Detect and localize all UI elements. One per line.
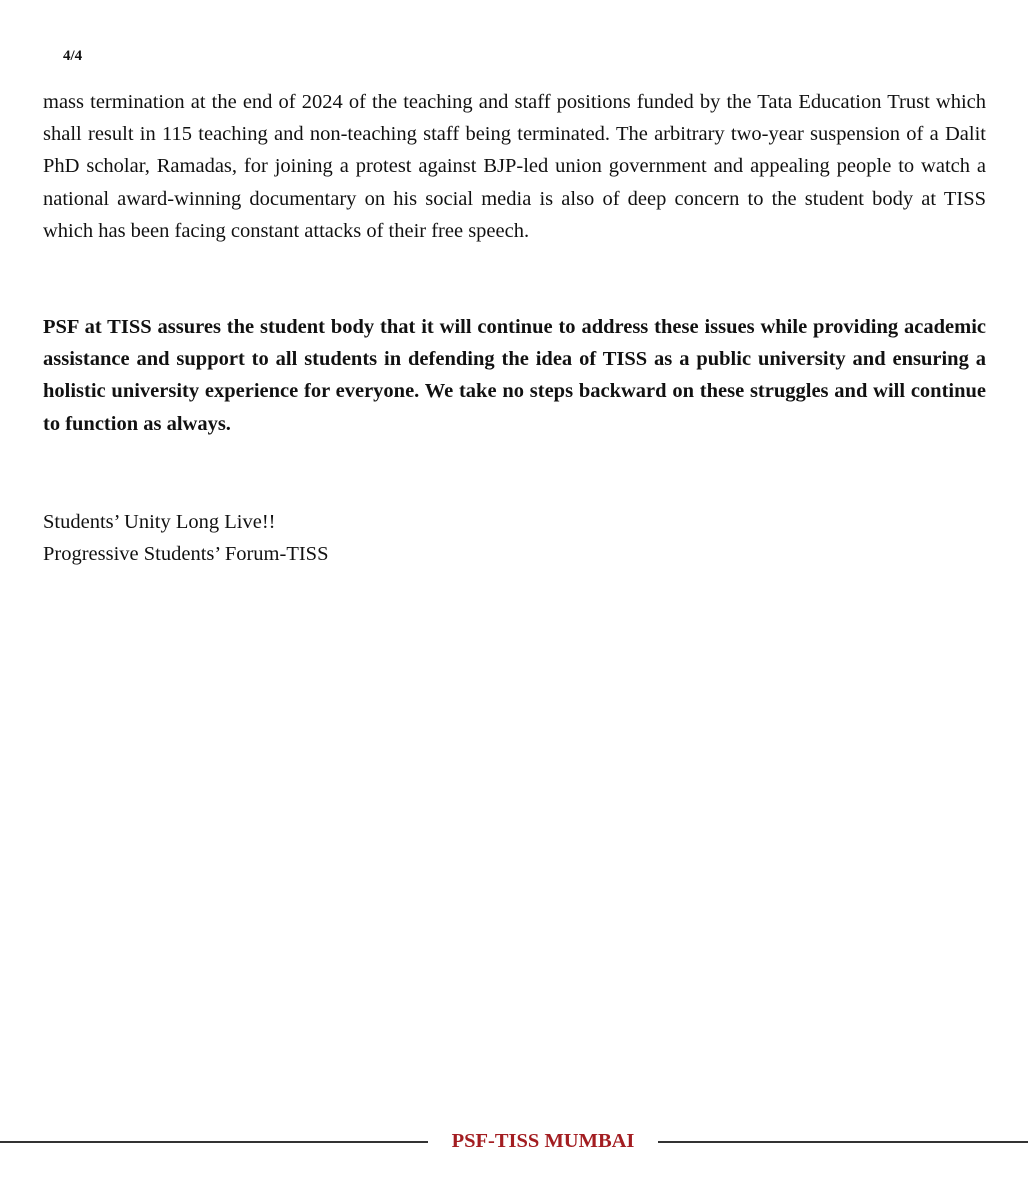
footer-rule-left — [0, 1141, 428, 1143]
signoff-block — [43, 506, 328, 570]
body-paragraph-1: mass termination at the end of 2024 of the teaching and staff positions funded by the Tata Education Trust which shall result in 115 teaching and non-teaching staff being terminated. The arbitrary two-year suspension of a Dalit PhD scholar, Ramadas, for joining a protest against BJP-led union government and appealing people to watch a national award-winning documentary on his social media is also of deep concern to the student body at TISS which has been facing constant attacks of their free speech. — [43, 91, 986, 242]
footer-rule-right — [658, 1141, 1028, 1143]
body-paragraph-2-bold: PSF at TISS assures the student body that it will continue to address these issues while providing academic assistance and support to all students in defending the idea of TISS as a public university and ensuring a holistic university experience for everyone. We take no steps backward on these struggles and will continue to function as always. — [43, 316, 986, 435]
signoff-slogan: Students’ Unity Long Live!! — [43, 511, 276, 533]
signoff-organization: Progressive Students’ Forum-TISS — [43, 543, 329, 566]
page-number: 4/4 — [63, 48, 83, 64]
page-footer — [0, 1123, 1028, 1159]
footer-title: PSF-TISS MUMBAI — [451, 1130, 635, 1152]
